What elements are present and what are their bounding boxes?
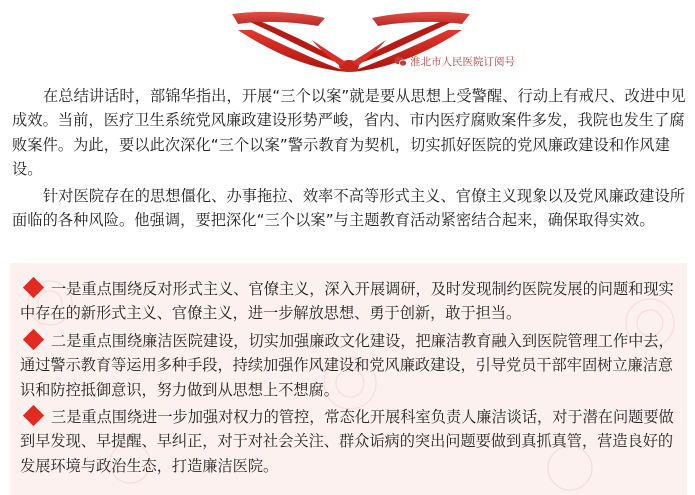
header-ribbon-banner [0, 0, 695, 80]
red-ribbon-icon [0, 0, 695, 80]
list-item-text: 三是重点围绕进一步加强对权力的管控，常态化开展科室负责人廉洁谈话，对于潜在问题要做到早发现、早提醒、早纠正，对于对社会关注、群众诟病的突出问题要做到真抓真管，营造良好的发展环境与政治生态，打造廉洁医院。 [20, 408, 674, 475]
diamond-bullet-icon [23, 277, 44, 298]
highlight-box [10, 263, 687, 495]
watermark-text: 淮北市人民医院订阅号 [410, 56, 515, 68]
list-item-text: 二是重点围绕廉洁医院建设，切实加强廉政文化建设，把廉洁教育融入到医院管理工作中去，通过警示教育等运用多种手段，持续加强作风建设和党风廉政建设，引导党员干部牢固树立廉洁意识和防控抵御意识，努力做到从思想上不想腐。 [20, 332, 674, 399]
list-item [20, 329, 682, 402]
list-item [20, 277, 682, 326]
paragraph-emphasis: 针对医院存在的思想僵化、办事拖拉、效率不高等形式主义、官僚主义现象以及党风廉政建设所面临的各种风险。他强调，要把深化“三个以案”与主题教育活动紧密结合起来，确保取得实效。 [12, 187, 686, 230]
list-item [20, 405, 682, 478]
wechat-icon [394, 56, 407, 67]
diamond-bullet-icon [23, 329, 44, 350]
account-watermark [394, 54, 515, 69]
paragraph-summary: 在总结讲话时，部锦华指出，开展“三个以案”就是要从思想上受警醒、行动上有戒尺、改进中见成效。当前，医疗卫生系统党风廉政建设形势严峻，省内、市内医疗腐败案件多发，我院也发生了腐败案件。为此，要以此次深化“三个以案”警示教育为契机，切实抓好医院的党风廉政建设和作风建设。 [12, 87, 686, 179]
list-item-text: 一是重点围绕反对形式主义、官僚主义，深入开展调研，及时发现制约医院发展的问题和现实中存在的新形式主义、官僚主义，进一步解放思想、勇于创新，敢于担当。 [20, 280, 674, 323]
diamond-bullet-icon [23, 405, 44, 426]
